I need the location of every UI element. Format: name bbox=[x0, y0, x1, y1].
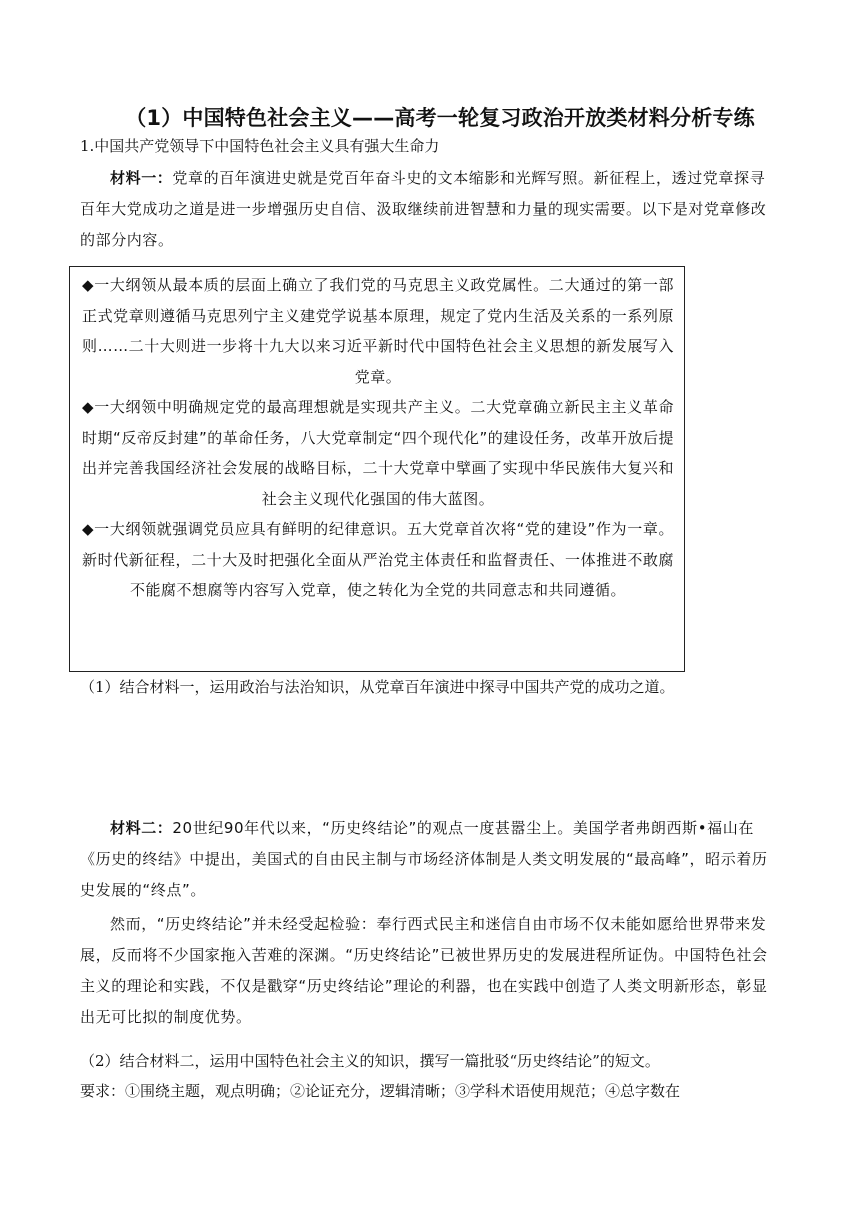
box-paragraph: ◆一大纲领从最本质的层面上确立了我们党的马克思主义政党属性。二大通过的第一部正式党章则遵循马克思列宁主义建党学说基本原理，规定了党内生活及关系的一系列原则……二十大则进一步将十九大以来习近平新时代中国特色社会主义思想的新发展写入党章。 bbox=[82, 276, 674, 386]
material-two bbox=[80, 813, 770, 906]
question-two: （2）结合材料二，运用中国特色社会主义的知识，撰写一篇批驳“历史终结论”的短文。 bbox=[80, 1052, 660, 1070]
page-title: （1）中国特色社会主义——高考一轮复习政治开放类材料分析专练 bbox=[125, 106, 755, 130]
question-heading: 1.中国共产党领导下中国特色社会主义具有强大生命力 bbox=[80, 137, 440, 155]
material-one-label: 材料一： bbox=[110, 169, 173, 187]
material-two-label: 材料二： bbox=[110, 819, 173, 837]
question-one: （1）结合材料一，运用政治与法治知识，从党章百年演进中探寻中国共产党的成功之道。 bbox=[80, 678, 675, 696]
material-one-text: 党章的百年演进史就是党百年奋斗史的文本缩影和光辉写照。新征程上，透过党章探寻百年大党成功之道是进一步增强历史自信、汲取继续前进智慧和力量的现实需要。以下是对党章修改的部分内容。 bbox=[80, 169, 767, 249]
material-two-continued: 然而，“历史终结论”并未经受起检验：奉行西式民主和迷信自由市场不仅未能如愿给世界带来发展，反而将不少国家拖入苦难的深渊。“历史终结论”已被世界历史的发展进程所证伪。中国特色社会主义的理论和实践，不仅是戳穿“历史终结论”理论的利器，也在实践中创造了人类文明新形态，彰显出无可比拟的制度优势。 bbox=[80, 915, 768, 1026]
box-paragraph: ◆一大纲领就强调党员应具有鲜明的纪律意识。五大党章首次将“党的建设”作为一章。新时代新征程，二十大及时把强化全面从严治党主体责任和监督责任、一体推进不敢腐不能腐不想腐等内容写入党章，使之转化为全党的共同意志和共同遵循。 bbox=[82, 520, 674, 599]
requirements-line: 要求：①围绕主题，观点明确；②论证充分，逻辑清晰；③学科术语使用规范；④总字数在 bbox=[80, 1082, 681, 1100]
material-two-text: 20世纪90年代以来，“历史终结论”的观点一度甚嚣尘上。美国学者弗朗西斯•福山在《历史的终结》中提出，美国式的自由民主制与市场经济体制是人类文明发展的“最高峰”，昭示着历史发展的“终点”。 bbox=[80, 819, 768, 899]
material-one bbox=[80, 163, 770, 256]
party-constitution-box bbox=[69, 266, 685, 672]
box-paragraph: ◆一大纲领中明确规定党的最高理想就是实现共产主义。二大党章确立新民主主义革命时期“反帝反封建”的革命任务，八大党章制定“四个现代化”的建设任务，改革开放后提出并完善我国经济社会发展的战略目标，二十大党章中擘画了实现中华民族伟大复兴和社会主义现代化强国的伟大蓝图。 bbox=[82, 398, 674, 508]
